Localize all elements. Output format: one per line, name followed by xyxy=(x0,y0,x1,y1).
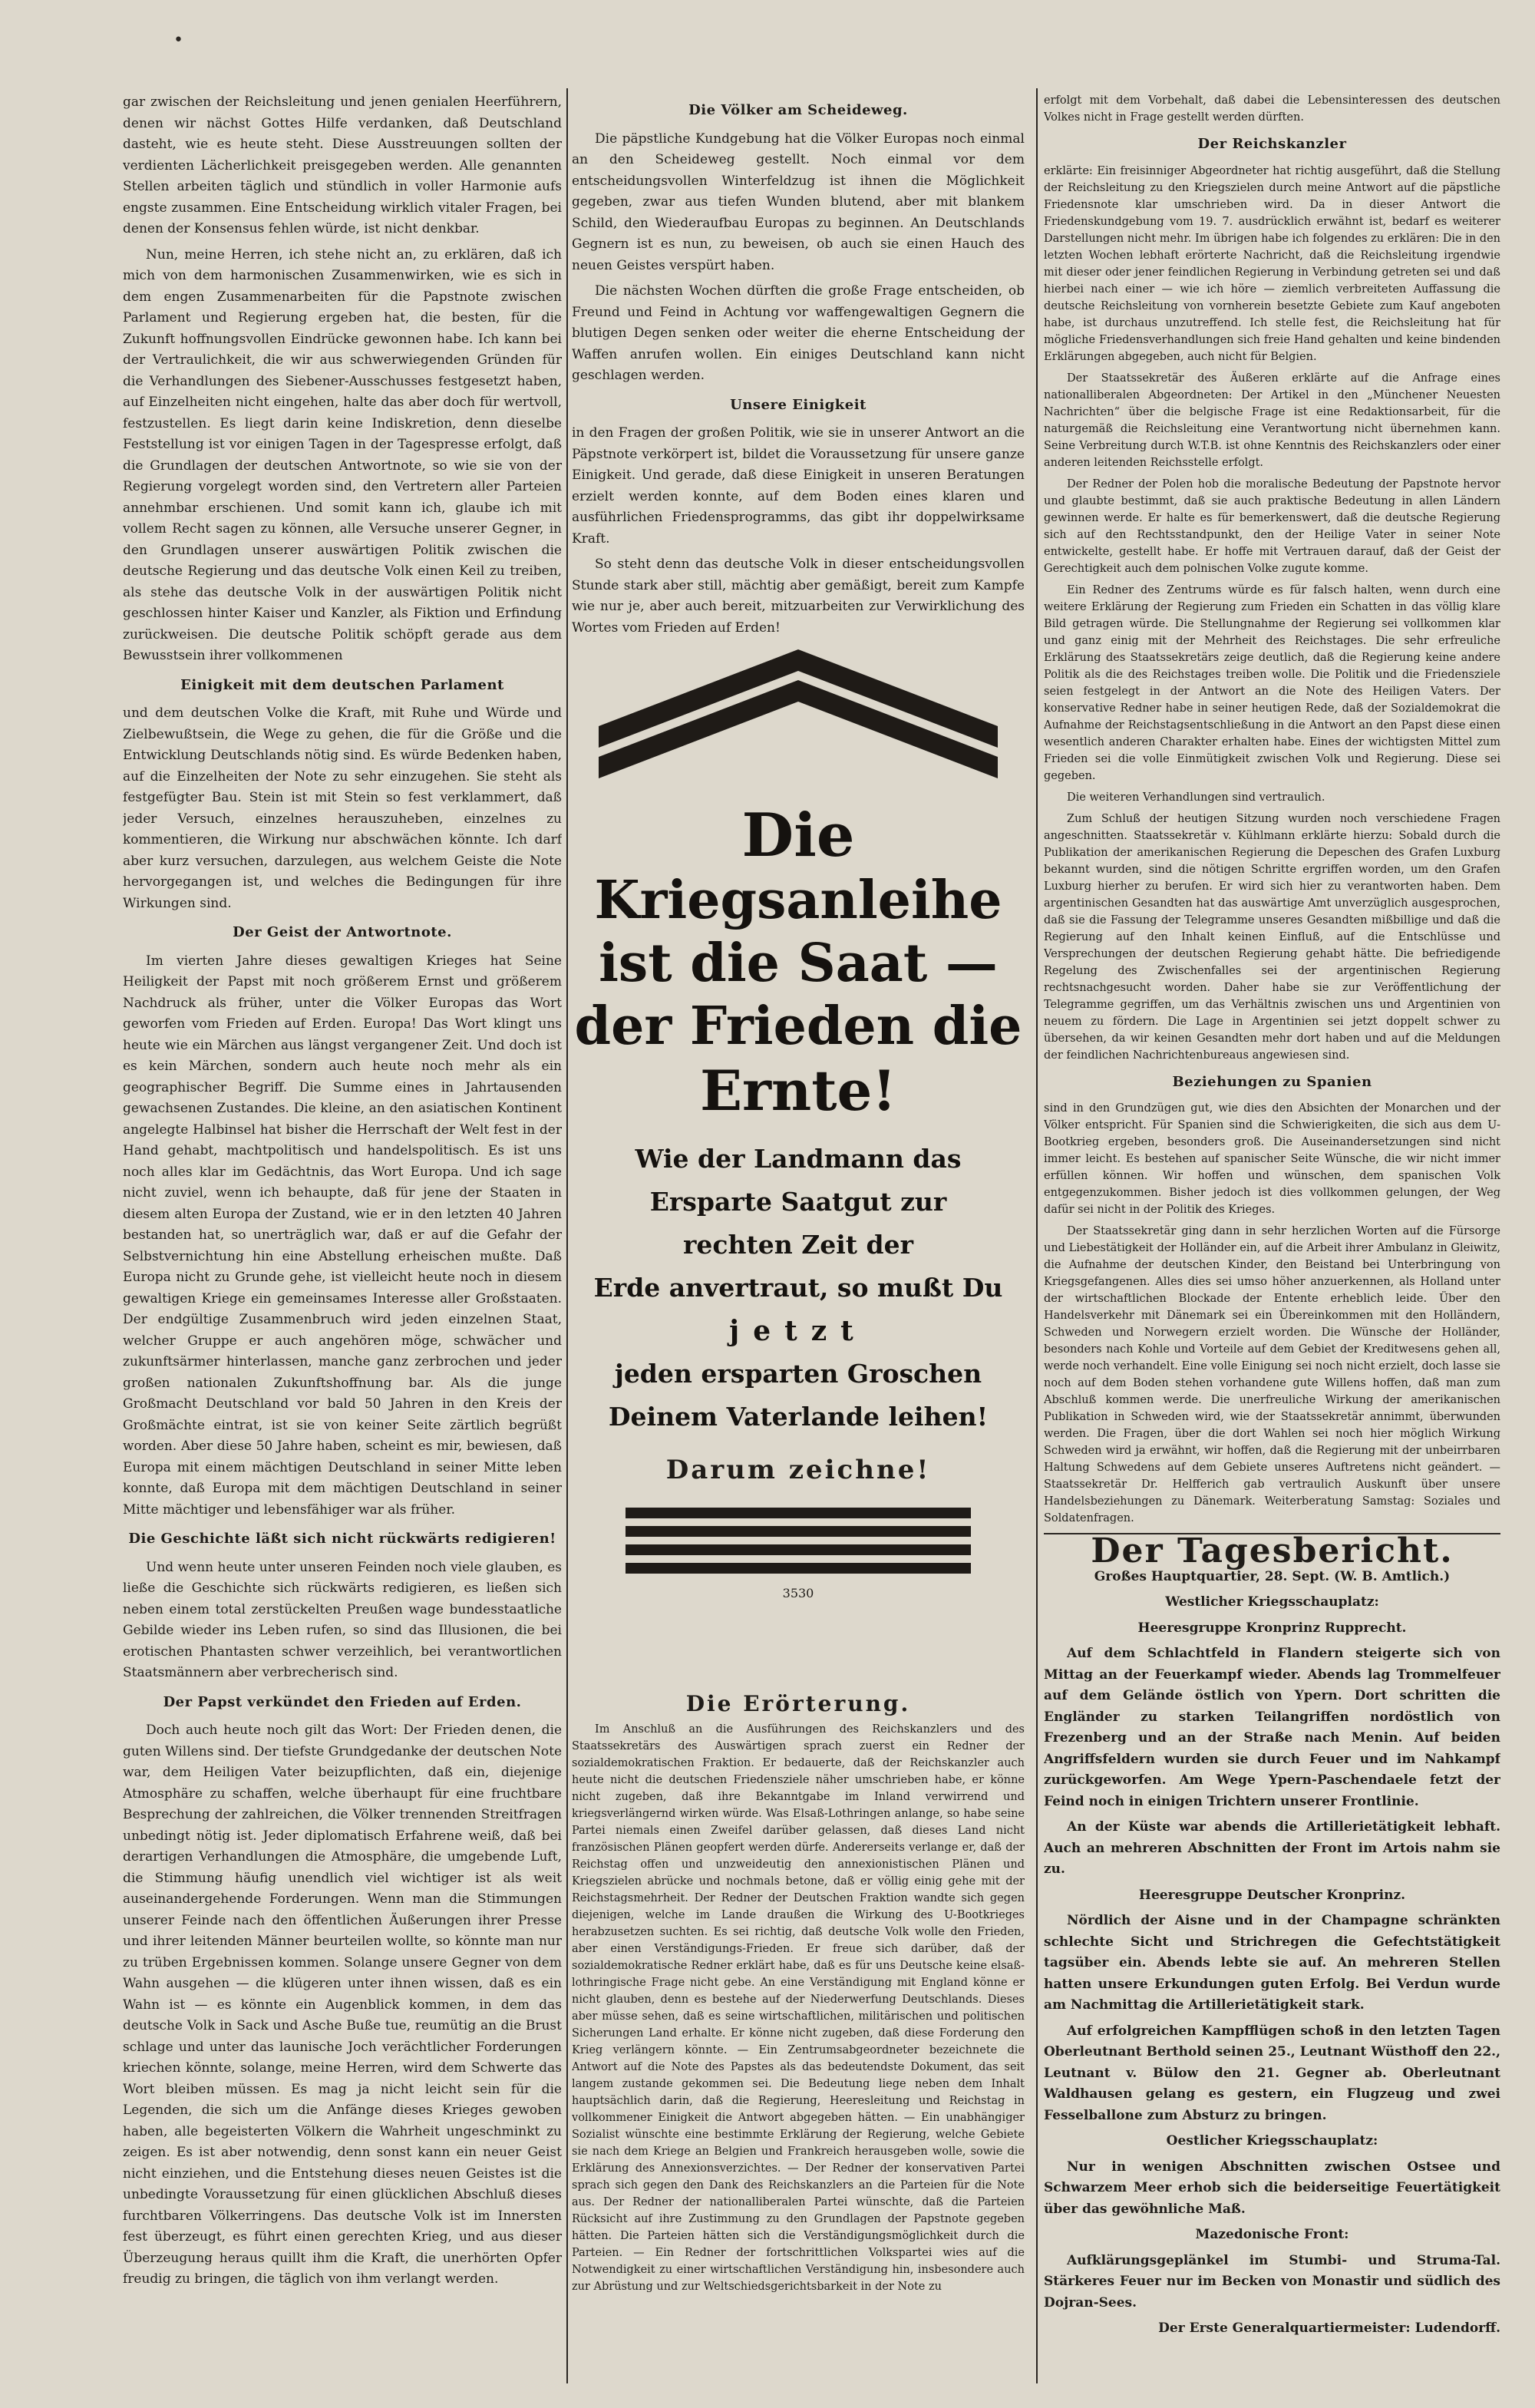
column-right xyxy=(1044,92,1500,2377)
ad-body-line: Wie der Landmann das xyxy=(635,1144,962,1174)
column-left xyxy=(123,92,562,2377)
section-heading: Der Geist der Antwortnote. xyxy=(233,924,452,940)
paragraph: Der Staatssekretär ging dann in sehr herzlichen Worten auf die Fürsorge und Liebestätigkeit der Holländer ein, auf die Arbeit ihrer Ambulanz in Gleiwitz, die Aufnahme der deutschen Kinder, den Beistand bei Unterbringung von Kriegsgefangenen. Alles dies sei umso höher anzuerkennen, als Holland unter der wirtschaftlichen Blockade der Entente erheblich leide. Über den Handelsverkehr mit Dänemark sei ein Übereinkommen mit den Holländern, Schweden und Norwegern erzielt worden. Die Wünsche der Holländer, besonders nach Kohle und Vorteile auf dem Gebiet der Kreditwesens gehen all, werde noch verhandelt. Eine volle Einigung sei noch nicht erzielt, doch lasse sie noch auf dem Boden stehen vorhandene gute Willens hoffen, daß man zum Abschluß kommen werde. Die unerfreuliche Wirkung der amerikanischen Publikation in Schweden wird, wie der Staatssekretär annimmt, überwunden werden. Die Fragen, über die dort Wahlen sei noch hier möglich Wirkung Schweden wird ja erwähnt, wir hoffen, daß die Regierung mit der unbeirrbaren Haltung Schwedens auf dem Gebiete unseres Auftretens nicht geändert. — Staatssekretär Dr. Helfferich gab vertraulich Auskunft über unsere Handelsbeziehungen zu Dänemark. Weiterberatung Samstag: Soziales und Soldatenfragen. xyxy=(1044,1225,1500,1524)
report-paragraph: An der Küste war abends die Artillerietätigkeit lebhaft. Auch an mehreren Abschnitten der Front im Artois nahm sie zu. xyxy=(1044,1819,1500,1877)
ad-stripe xyxy=(626,1526,971,1537)
report-subheading: Mazedonische Front: xyxy=(1195,2227,1349,2242)
ad-body-line: rechten Zeit der xyxy=(683,1230,913,1260)
report-signature: Der Erste Generalquartiermeister: Ludendorff. xyxy=(1158,2320,1500,2336)
section-heading-erorterung: Die Erörterung. xyxy=(685,1691,911,1716)
ad-code: 3530 xyxy=(782,1585,814,1600)
report-subheading: Oestlicher Kriegsschauplatz: xyxy=(1166,2133,1378,2149)
section-heading: Unsere Einigkeit xyxy=(730,396,867,413)
section-heading: Beziehungen zu Spanien xyxy=(1172,1073,1372,1090)
ad-headline-saat: ist die Saat — xyxy=(599,933,998,994)
paragraph: sind in den Grundzügen gut, wie dies den Absichten der Monarchen und der Völker entspricht. Für Spanien sind die Schwierigkeiten, die sich aus dem U-Bootkrieg ergeben, besonders groß. Die Auseinandersetzungen sind nicht immer leicht. Es bestehen auf spanischer Seite Wünsche, die wir nicht immer erfüllen können. Wir hoffen und wünschen, dem spanischen Volk entgegenzukommen. Bisher jedoch ist dies vollkommen gelungen, der Weg dafür sei nicht in der Politik des Krieges. xyxy=(1044,1102,1500,1216)
paragraph: und dem deutschen Volke die Kraft, mit Ruhe und Würde und Zielbewußtsein, die Wege zu gehen, die für die Größe und die Entwicklung Deutschlands nötig sind. Es würde Bedenken haben, auf die Einzelheiten der Note zu sehr einzugehen. Sie steht als festgefügter Bau. Stein ist mit Stein so fest verklammert, daß jeder Versuch, einzelnes herauszuheben, einzelnes zu kommentieren, die Wirkung nur abschwächen könnte. Ich darf aber kurz versuchen, darzulegen, aus welchem Geiste die Note hervorgegangen ist, und welches die Bedingungen für ihre Wirkungen sind. xyxy=(123,705,562,911)
paragraph: Nun, meine Herren, ich stehe nicht an, zu erklären, daß ich mich von dem harmonischen Zusammenwirken, wie es sich in dem engen Zusammenarbeiten für die Papstnote zwischen Parlament und Regierung ergeben hat, die besten, für die Zukunft hoffnungsvollen Eindrücke gewonnen habe. Ich kann bei der Vertraulichkeit, die wir aus schwerwiegenden Gründen für die Verhandlungen des Siebener-Ausschusses festgesetzt haben, auf Einzelheiten nicht eingehen, halte das aber doch für wertvoll, festzustellen. Es liegt darin keine Indiskretion, denn dieselbe Feststellung ist vor einigen Tagen in der Tagespresse erfolgt, daß die Grundlagen der deutschen Antwortnote, so wie sie von der Regierung vorgelegt worden sind, den Vertretern aller Parteien annehmbar erschienen. Und somit kann ich, glaube ich mit vollem Recht sagen zu können, alle Versuche unserer Gegner, in den Grundlagen unserer auswärtigen Politik zwischen die deutsche Regierung und das deutsche Volk einen Keil zu treiben, als stehe das deutsche Volk in der auswärtigen Politik nicht geschlossen hinter Kaiser und Kanzler, als Fiktion und Erfindung zurückweisen. Die deutsche Politik schöpft gerade aus dem Bewusstsein ihrer vollkommenen xyxy=(123,246,562,663)
paragraph: Im vierten Jahre dieses gewaltigen Krieges hat Seine Heiligkeit der Papst mit noch größerem Ernst und größerem Nachdruck als früher, unter die Völker Europas das Wort geworfen vom Frieden auf Erden. Europa! Das Wort klingt uns heute wie ein Märchen aus längst vergangener Zeit. Und doch ist es kein Märchen, sondern auch heute noch mehr als ein geographischer Begriff. Die Summe eines in Jahrtausenden gewachsenen Zustandes. Die kleine, an den asiatischen Kontinent angelegte Halbinsel hat bisher die Herrschaft der Welt fest in der Hand gehabt, machtpolitisch und handelspolitisch. Es ist uns noch alles klar im Gedächtnis, das Wort Europa. Und ich sage nicht zuviel, wenn ich behaupte, daß für jene der Staaten in diesem alten Europa der Zustand, wie er in den letzten 40 Jahren bestanden hat, so unerträglich war, daß er auf die Gefahr der Selbstvernichtung hin eine Abstellung erheischen mußte. Daß Europa nicht zu Grunde gehe, ist vielleicht heute noch in diesem gewaltigen Kriege ein gemeinsames Interesse aller Großstaaten. Der endgültige Zusammenbruch wird jeden einzelnen Staat, welcher Gruppe er auch angehören möge, schwächer und zukunftsärmer hinterlassen, manche ganz zerbrochen und jeder großen nationalen Zukunftshoffnung bar. Als die junge Großmacht Deutschland vor bald 50 Jahren in den Kreis der Großmächte eintrat, ist sie von keiner Seite zärtlich begrüßt worden. Aber diese 50 Jahre haben, scheint es mir, bewiesen, daß Europa mit einem mächtigen Deutschland in seiner Mitte leben konnte, daß Europa mit dem mächtigen Deutschland in seiner Mitte mächtiger und lebensfähiger war als früher. xyxy=(123,953,562,1518)
ad-body-line: Ersparte Saatgut zur xyxy=(649,1187,947,1217)
ad-headline-frieden: der Frieden die xyxy=(574,996,1022,1057)
report-paragraph: Auf dem Schlachtfeld in Flandern steigerte sich von Mittag an der Feuerkampf wieder. Abends lag Trommelfeuer auf dem Gelände östlich von Ypern. Dort schritten die Engländer zu starken Teilangriffen nordöstlich von Frezenberg und an der Straße nach Menin. Auf beiden Angriffsfeldern wurden sie durch Feuer und im Nahkampf zurückgeworfen. Am Wege Ypern-Paschendaele fetzt der Feind noch in einigen Trichtern unserer Frontlinie. xyxy=(1044,1646,1500,1809)
paragraph: Der Redner der Polen hob die moralische Bedeutung der Papstnote hervor und glaubte bestimmt, daß sie auch praktische Bedeutung in allen Ländern gewinnen werde. Er halte es für bemerkenswert, daß die deutsche Regierung sich auf den Rechtsstandpunkt, den der Heilige Vater in seiner Note entwickelte, gestellt habe. Er hoffe mit Vertrauen darauf, daß der Geist der Gerechtigkeit auch dem polnischen Volke zugute komme. xyxy=(1044,477,1500,575)
ad-headline-ernte: Ernte! xyxy=(700,1058,896,1123)
report-paragraph: Nördlich der Aisne und in der Champagne schränkten schlechte Sicht und Strichregen die Gefechtstätigkeit tagsüber ein. Abends lebte sie auf. An mehreren Stellen hatten unsere Erkundungen guten Erfolg. Bei Verdun wurde am Nachmittag die Artillerietätigkeit stark. xyxy=(1044,1913,1500,2013)
paragraph: erfolgt mit dem Vorbehalt, daß dabei die Lebensinteressen des deutschen Volkes nicht in Frage gestellt werden dürften. xyxy=(1044,94,1500,124)
ad-stripe xyxy=(626,1563,971,1574)
paragraph: Ein Redner des Zentrums würde es für falsch halten, wenn durch eine weitere Erklärung der Regierung zum Frieden ein Schatten in das völlig klare Bild getragen würde. Die Stellungnahme der Regierung sei vollkommen klar und ganz einig mit der Mehrheit des Reichstages. Die sehr erfreuliche Erklärung des Staatssekretärs zeige deutlich, daß die Regierung keine andere Politik als die des Reichstages treiben wolle. Die Politik und die Friedensziele seien festgelegt in der Antwort an die Note des Heiligen Vaters. Der konservative Redner habe in seiner heutigen Rede, daß der Sozialdemokrat die Aufnahme der Reichstagsentschließung in die Antwort an den Papst diese einen wesentlich anderen Charakter erhalten habe. Eines der wichtigsten Mittel zum Frieden sei die volle Einmütigkeit zwischen Volk und Regierung. Diese sei gegeben. xyxy=(1044,583,1500,782)
ink-spot: • xyxy=(173,31,183,50)
report-paragraph: Nur in wenigen Abschnitten zwischen Ostsee und Schwarzem Meer erhob sich die beiderseitige Feuertätigkeit über das gewöhnliche Maß. xyxy=(1044,2159,1500,2217)
paragraph: So steht denn das deutsche Volk in dieser entscheidungsvollen Stunde stark aber still, mächtig aber gemäßigt, bereit zum Kampfe wie nur je, aber auch bereit, mitzuarbeiten zur Verwirklichung des Wortes vom Frieden auf Erden! xyxy=(572,557,1025,636)
paragraph: gar zwischen der Reichsleitung und jenen genialen Heerführern, denen wir nächst Gottes Hilfe verdanken, daß Deutschland dasteht, wie es heute steht. Diese Ausstreuungen sollten der verdienten Lächerlichkeit preisgegeben werden. Alle genannten Stellen arbeiten täglich und stündlich in voller Harmonie aufs engste zusammen. Eine Entscheidung wirklich vitaler Fragen, bei denen der Konsensus fehlen würde, ist nicht denkbar. xyxy=(123,94,562,236)
column-middle xyxy=(572,92,1025,2377)
ad-stripes xyxy=(572,1508,1025,1574)
paragraph: erklärte: Ein freisinniger Abgeordneter hat richtig ausgeführt, daß die Stellung der Reichsleitung zu den Kriegszielen durch meine Antwort auf die päpstliche Friedensnote klar umschrieben wird. Da in dieser Antwort die Friedenskundgebung vom 19. 7. ausdrücklich erwähnt ist, bedarf es weiterer Darstellungen nicht mehr. Im übrigen habe ich folgendes zu erklären: Die in den letzten Wochen lebhaft erörterte Nachricht, daß die Reichsleitung irgendwie mit dieser oder jener feindlichen Regierung in Verbindung getreten sei und daß hierbei nach einer — wie ich höre — ziemlich verbreiteten Auffassung die deutsche Reichsleitung von vornherein besetzte Gebiete zum Kauf angeboten habe, ist durchaus unzutreffend. Ich stelle fest, die Reichsleitung hat für mögliche Friedensverhandlungen sich freie Hand gehalten und keine bindenden Erklärungen abgegeben, auch nicht für Belgien. xyxy=(1044,164,1500,363)
paragraph: in den Fragen der großen Politik, wie sie in unserer Antwort an die Päpstnote verkörpert ist, bildet die Voraussetzung für unsere ganze Einigkeit. Und gerade, daß diese Einigkeit in unseren Beratungen erzielt werden konnte, auf dem Boden eines klaren und ausführlichen Friedensprogramms, das gibt ihr doppelwirksame Kraft. xyxy=(572,425,1025,547)
ad-call-to-action: Darum zeichne! xyxy=(665,1455,931,1485)
paragraph: Im Anschluß an die Ausführungen des Reichskanzlers und des Staatssekretärs des Auswärtigen sprach zuerst ein Redner der sozialdemokratischen Fraktion. Er bedauerte, daß der Reichskanzler auch heute nicht die deutschen Friedensziele näher umschrieben habe, er könne nicht zugeben, daß ihre Bekanntgabe im Inland verwirrend und kriegsverlängernd wirken würde. Was Elsaß-Lothringen anlange, so habe seine Partei niemals einen Zweifel darüber gelassen, daß dieses Land nicht französischen Plänen geopfert werden dürfe. Andererseits verlange er, daß der Reichstag offen und unzweideutig den annexionistischen Plänen und Kriegszielen abrücke und nochmals betone, daß er völlig einig gehe mit der Reichstagsmehrheit. Der Redner der Deutschen Fraktion wandte sich gegen diejenigen, welche im Lande draußen die Wirkung des U-Bootkrieges herabzusetzen suchten. Es sei richtig, daß deutsche Volk wolle den Frieden, aber einen Verständigungs-Frieden. Er freue sich darüber, daß der sozialdemokratische Redner erklärt habe, daß es für uns Deutsche keine elsaß-lothringische Frage nicht gebe. An eine Verständigung mit England könne er nicht glauben, denn es bestehe auf der Niederwerfung Deutschlands. Dieses aber müsse sehen, daß es seine wirtschaftlichen, militärischen und politischen Sicherungen Land erhalte. Er könne nicht zugeben, daß diese Forderung den Krieg verlängern könnte. — Ein Zentrumsabgeordneter bezeichnete die Antwort auf die Note des Papstes als das bedeutendste Dokument, das seit langem zustande gekommen sei. Die Bedeutung liege neben dem Inhalt hauptsächlich darin, daß die Regierung, Heeresleitung und Reichstag in vollkommener Einigkeit die Antwort abgegeben hätten. — Ein unabhängiger Sozialist wünschte eine bestimmte Erklärung der Regierung, welche Gebiete sie nach dem Kriege an Belgien und Frankreich herausgeben wolle, sowie die Erklärung des Annexionsverzichtes. — Der Redner der konservativen Partei sprach sich gegen den Dank des Reichskanzlers an die Parteien für die Note aus. Der Redner der nationalliberalen Partei wünschte, daß die Parteien Rücksicht auf ihre Zustimmung zu den Grundlagen der Papstnote gegeben hätten. Die Parteien hätten sich die Verständigungsmöglichkeit durch die Parteien. — Ein Redner der fortschrittlichen Volkspartei wies auf die Notwendigkeit zu einer wirtschaftlichen Verständigung hin, insbesondere auch zur Abrüstung und zur Weltschiedsgerichtsbarkeit in der Note zu xyxy=(572,1723,1025,2293)
paragraph: Zum Schluß der heutigen Sitzung wurden noch verschiedene Fragen angeschnitten. Staatssekretär v. Kühlmann erklärte hierzu: Sobald durch die Publikation der amerikanischen Regierung die Depeschen des Grafen Luxburg bekannt wurden, sind die nötigen Schritte ergriffen worden, um den Grafen Luxburg hierher zu berufen. Er wird sich hier zu verantworten haben. Dem argentinischen Gesandten hat das auswärtige Amt unverzüglich ausgesprochen, daß sie die Fassung der Telegramme unseres Gesandten mißbillige und daß die Regierung auf den Inhalt keinen Einfluß, auf die Entschlüsse und Versprechungen der deutschen Regierung gehabt hätte. Die befriedigende Regelung des Zwischenfalles sei der argentinischen Regierung rechtsnachgesucht worden. Daher habe sie zur Veröffentlichung der Telegramme gegriffen, um das Verhältnis zwischen uns und Argentinien von neuem zu fördern. Die Lage in Argentinien sei jetzt doppelt schwer zu übersehen, da wir keinen Gesandten mehr dort haben und auf die Meldungen der feindlichen Nachrichtenbureaus angewiesen sind. xyxy=(1044,812,1500,1062)
report-subheading: Heeresgruppe Deutscher Kronprinz. xyxy=(1138,1887,1406,1903)
report-paragraph: Aufklärungsgeplänkel im Stumbi- und Struma-Tal. Stärkeres Feuer nur im Becken von Monastir und südlich des Dojran-Sees. xyxy=(1044,2252,1500,2311)
column-rule-left xyxy=(566,88,568,2383)
ad-body-line: Erde anvertraut, so mußt Du xyxy=(593,1273,1003,1303)
section-heading: Der Reichskanzler xyxy=(1197,136,1347,152)
report-dateline: Großes Hauptquartier, 28. Sept. (W. B. Amtlich.) xyxy=(1094,1568,1451,1584)
paragraph: Der Staatssekretär des Äußeren erklärte auf die Anfrage eines nationalliberalen Abgeordneten: Der Artikel in den „Münchener Neuesten Nachrichten“ über die belgische Frage ist eine Redaktionsarbeit, für die naturgemäß die Reichsleitung eine Verantwortung nicht übernehmen kann. Seine Verbreitung durch W.T.B. ist ohne Kenntnis des Reichskanzlers oder einer anderen leitenden Reichsstelle erfolgt. xyxy=(1044,372,1500,469)
paragraph: Die nächsten Wochen dürften die große Frage entscheiden, ob Freund und Feind in Achtung vor waffengewaltigen Gegnern die blutigen Degen senken oder weiter die eherne Entscheidung der Waffen anrufen wollen. Ein einiges Deutschland kann nicht geschlagen werden. xyxy=(572,283,1025,383)
ad-stripe xyxy=(626,1508,971,1518)
report-subheading: Heeresgruppe Kronprinz Rupprecht. xyxy=(1137,1620,1407,1636)
war-loan-advertisement xyxy=(572,649,1025,1686)
section-heading: Die Geschichte läßt sich nicht rückwärts redigieren! xyxy=(128,1531,556,1547)
report-subheading: Westlicher Kriegsschauplatz: xyxy=(1165,1594,1379,1610)
report-paragraph: Auf erfolgreichen Kampfflügen schoß in den letzten Tagen Oberleutnant Berthold seinen 25., Leutnant Wüsthoff den 22., Leutnant v. Bülow den 21. Gegner ab. Oberleutnant Waldhausen gelang es gestern, ein Flugzeug und zwei Fesselballone zum Absturz zu bringen. xyxy=(1044,2023,1500,2123)
section-heading: Der Papst verkündet den Frieden auf Erden. xyxy=(163,1693,522,1710)
section-heading: Einigkeit mit dem deutschen Parlament xyxy=(180,676,504,693)
paragraph: Die weiteren Verhandlungen sind vertraulich. xyxy=(1067,791,1325,804)
paragraph: Die päpstliche Kundgebung hat die Völker Europas noch einmal an den Scheideweg gestellt. Noch einmal vor dem entscheidungsvollen Winterfeldzug ist ihnen die Möglichkeit gegeben, zwar aus tiefen Wunden blutend, aber mit blankem Schild, den Wiederaufbau Europas zu beginnen. An Deutschlands Gegnern ist es nun, zu beweisen, ob auch sie einen Hauch des neuen Geistes verspürt haben. xyxy=(572,130,1025,273)
paragraph: Und wenn heute unter unseren Feinden noch viele glauben, es ließe die Geschichte sich rückwärts redigieren, es ließen sich neben einem total zerstückelten Preußen wage bundesstaatliche Gebilde wieder ins Leben rufen, so sind das Illusionen, die bei erotischen Phantasten schwer verzeihlich, bei verantwortlichen Staatsmännern aber verbrecherisch sind. xyxy=(123,1559,562,1680)
ad-body xyxy=(572,1138,1025,1439)
ad-headline-die: Die xyxy=(741,801,855,870)
daily-report-title: Der Tagesbericht. xyxy=(1091,1531,1454,1571)
paragraph: Doch auch heute noch gilt das Wort: Der Frieden denen, die guten Willens sind. Der tiefste Grundgedanke der deutschen Note war, dem Heiligen Vater beizupflichten, daß ein, diejenige Atmosphäre zu schaffen, welche überhaupt für eine fruchtbare Besprechung der zahlreichen, die Völker trennenden Streitfragen unbedingt nötig ist. Jeder diplomatisch Erfahrene weiß, daß bei derartigen Verhandlungen die Atmosphäre, die umgebende Luft, die Stimmung häufig unendlich viel wichtiger ist als weit auseinandergehende Forderungen. Wenn man die Stimmungen unserer Feinde nach den öffentlichen Äußerungen ihrer Presse und ihrer leitenden Männer beurteilen wollte, so könnte man nur zu trüben Ergebnissen kommen. Solange unsere Gegner von dem Wahn ausgehen — die klügeren unter ihnen wissen, daß es ein Wahn ist — es könnte ein Augenblick kommen, in dem das deutsche Volk in Sack und Asche Buße tue, reumütig an die Brust schlage und unter das launische Joch verächtlicher Forderungen kriechen könnte, solange, meine Herren, wird dem Schwerte das Wort bleiben müssen. Es mag ja nicht leicht sein für die Legenden, die sich um die Anfänge dieses Krieges gewoben haben, alle begeisterten Völkern die Wahrheit ungeschminkt zu zeigen. Es ist aber notwendig, denn sonst kann ein neuer Geist nicht einziehen, und die Entstehung dieses neuen Geistes ist die unbedingte Voraussetzung für einen glücklichen Abschluß dieses furchtbaren Völkerringens. Das deutsche Volk ist im Innersten fest überzeugt, es führt einen gerechten Krieg, und aus dieser Überzeugung heraus quillt ihm die Kraft, die unerhörten Opfer freudig zu bringen, die täglich von ihm verlangt werden. xyxy=(123,1723,562,2287)
ad-body-jetzt: jetzt xyxy=(729,1315,867,1347)
section-heading: Die Völker am Scheideweg. xyxy=(688,102,908,118)
ad-stripe xyxy=(626,1544,971,1555)
ad-body-line: Deinem Vaterlande leihen! xyxy=(608,1402,989,1432)
ad-body-line: jeden ersparten Groschen xyxy=(614,1359,982,1389)
column-rule-right xyxy=(1036,88,1038,2383)
ad-headline-kriegsanleihe: Kriegsanleihe xyxy=(594,870,1002,931)
chevron-emblem xyxy=(599,649,998,795)
